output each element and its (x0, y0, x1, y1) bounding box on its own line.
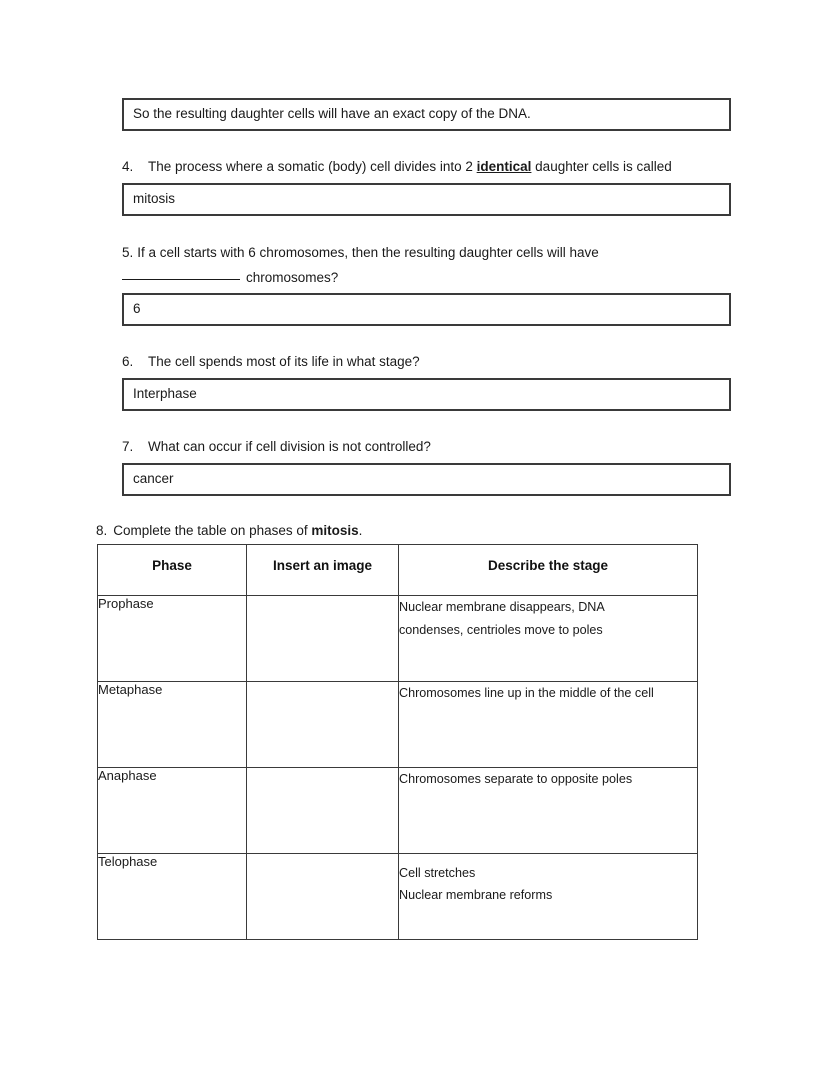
question-4-answer-text: mitosis (133, 191, 176, 207)
phase-name-telophase: Telophase (98, 854, 247, 940)
question-6-answer-box[interactable] (122, 378, 731, 411)
description-line: condenses, centrioles move to poles (399, 623, 603, 638)
question-5-text-line1: If a cell starts with 6 chromosomes, then the resulting daughter cells will have (137, 245, 599, 260)
intro-answer-box[interactable] (122, 98, 731, 131)
image-cell-metaphase[interactable] (247, 682, 399, 768)
column-header-insert-image: Insert an image (247, 545, 399, 596)
mitosis-phases-table (97, 544, 698, 940)
question-4-answer-box[interactable] (122, 183, 731, 216)
image-cell-prophase[interactable] (247, 596, 399, 682)
description-line: Nuclear membrane reforms (399, 888, 553, 903)
description-cell-prophase[interactable] (399, 596, 698, 682)
question-6-number: 6. (122, 354, 134, 369)
question-4-prompt (122, 157, 742, 177)
description-line: Cell stretches (399, 866, 476, 880)
question-4-text-before: The process where a somatic (body) cell divides into 2 (148, 159, 477, 174)
question-5-prompt-line1 (122, 243, 742, 263)
phase-name-metaphase: Metaphase (98, 682, 247, 768)
description-cell-telophase[interactable] (399, 854, 698, 940)
image-cell-telophase[interactable] (247, 854, 399, 940)
item-8-number: 8. (96, 523, 108, 538)
table-row (98, 768, 698, 854)
question-7-prompt (122, 437, 742, 457)
description-line: Chromosomes line up in the middle of the cell (399, 686, 654, 700)
intro-answer-text: So the resulting daughter cells will have an exact copy of the DNA. (133, 106, 531, 122)
question-4-text-after: daughter cells is called (531, 159, 672, 174)
description-line: Chromosomes separate to opposite poles (399, 772, 633, 786)
table-row (98, 596, 698, 682)
phase-name-prophase: Prophase (98, 596, 247, 682)
fill-in-blank-line[interactable] (122, 279, 240, 280)
description-cell-anaphase[interactable] (399, 768, 698, 854)
question-4-number: 4. (122, 159, 134, 174)
item-8-emphasis: mitosis (311, 523, 359, 538)
question-5-number: 5. (122, 245, 134, 260)
table-row (98, 854, 698, 940)
question-7-text: What can occur if cell division is not controlled? (148, 439, 431, 454)
question-6-prompt (122, 352, 742, 372)
description-line: Nuclear membrane disappears, DNA (399, 600, 605, 614)
question-5-answer-box[interactable] (122, 293, 731, 326)
question-5-prompt-line2 (122, 268, 742, 288)
column-header-phase: Phase (98, 545, 247, 596)
question-7-answer-text: cancer (133, 471, 174, 487)
question-6-answer-text: Interphase (133, 386, 197, 402)
description-cell-metaphase[interactable] (399, 682, 698, 768)
question-7-answer-box[interactable] (122, 463, 731, 496)
phase-name-anaphase: Anaphase (98, 768, 247, 854)
question-5-answer-text: 6 (133, 301, 141, 317)
item-8-text-before: Complete the table on phases of (113, 523, 312, 538)
question-5-text-line2: chromosomes? (246, 270, 339, 285)
question-6-text: The cell spends most of its life in what stage? (148, 354, 420, 369)
column-header-describe-stage: Describe the stage (399, 545, 698, 596)
question-4-emphasis: identical (476, 159, 532, 174)
item-8-prompt (96, 521, 362, 541)
table-row (98, 682, 698, 768)
item-8-text-after: . (358, 523, 363, 538)
image-cell-anaphase[interactable] (247, 768, 399, 854)
table-header-row (98, 545, 698, 596)
question-7-number: 7. (122, 439, 134, 454)
